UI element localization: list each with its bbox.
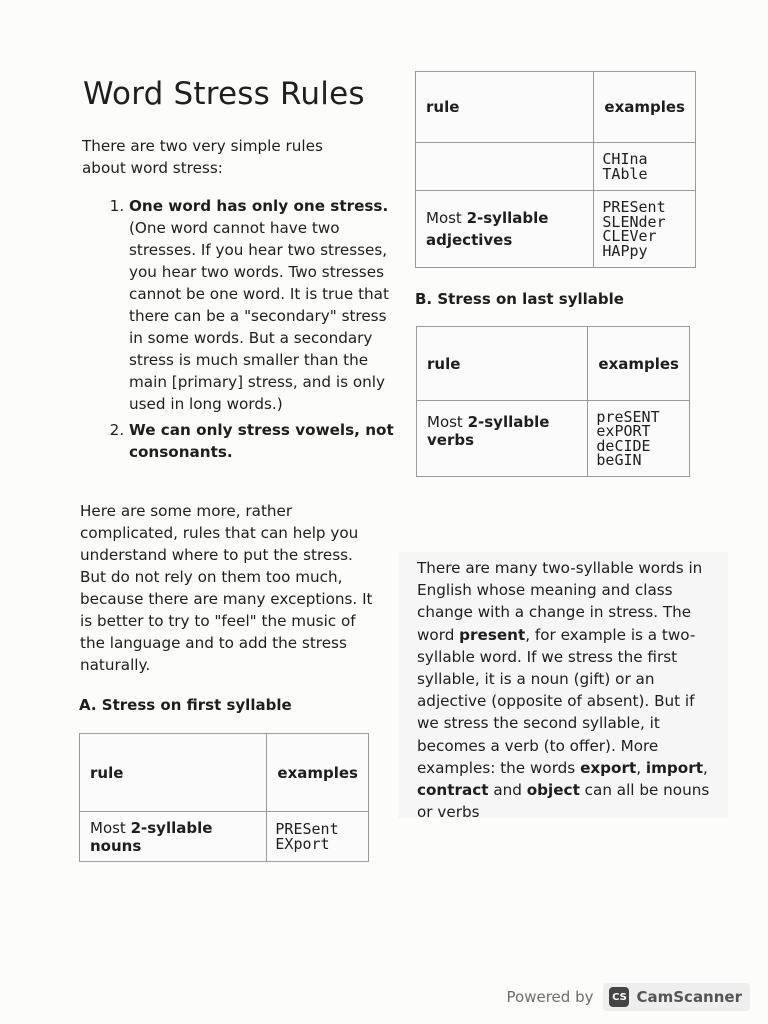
- note-text-part: ,: [636, 758, 646, 777]
- examples-cell: [594, 143, 696, 191]
- rule-item-2: [129, 419, 399, 463]
- rule-1-bold: One word has only one stress.: [129, 197, 389, 215]
- rule-cell: [80, 812, 267, 862]
- examples-cell: [267, 812, 369, 862]
- rule-cell: [416, 191, 594, 268]
- note-text-part: can all be nouns or verbs: [417, 781, 710, 822]
- note-text-part: ,: [702, 758, 708, 777]
- col-rule-header: rule: [417, 327, 588, 401]
- table-header-row: [80, 734, 369, 812]
- examples-cell: [588, 401, 690, 477]
- table-row: [416, 143, 696, 191]
- examples-cell: [594, 191, 696, 268]
- basic-rules-list: [99, 195, 399, 467]
- example-word: EXport: [275, 834, 330, 853]
- table-row: [417, 401, 690, 477]
- camscanner-watermark: [507, 981, 750, 1013]
- rule-cell: [416, 143, 594, 191]
- example-word: exPORT: [596, 422, 651, 440]
- example-word: preSENT: [596, 407, 660, 426]
- camscanner-brand: CamScanner: [636, 988, 742, 1006]
- rule-item-1: [129, 195, 399, 415]
- note-bold-word: object: [526, 781, 580, 800]
- rule-bold: 2-syllable adjectives: [426, 209, 549, 249]
- camscanner-logo-icon: CS: [609, 987, 629, 1007]
- note-box: [398, 552, 728, 822]
- example-word: deCIDE: [596, 436, 651, 455]
- rule-2-bold: We can only stress vowels, not consonants.: [129, 421, 394, 461]
- example-word: beGIN: [596, 451, 642, 469]
- example-word: TAble: [602, 164, 648, 183]
- note-text-part: , for example is a two-syllable word. If we stress the first syllable, it is a noun (gift) or an adjective (opposite of absent). But if we stress the second syllable, it becomes a verb (to offer). More examples: the words: [417, 625, 696, 777]
- example-word: CLEVer: [602, 227, 657, 245]
- note-bold-word: present: [459, 625, 526, 644]
- rule-bold: 2-syllable nouns: [90, 818, 213, 855]
- table-row: [80, 812, 369, 862]
- note-text: [398, 552, 728, 823]
- col-examples-header: examples: [588, 327, 690, 401]
- note-bold-word: contract: [417, 781, 489, 800]
- powered-by-text: Powered by: [506, 988, 594, 1006]
- table-header-row: [416, 72, 696, 143]
- example-word: PRESent: [275, 820, 339, 838]
- table-section-a: [79, 733, 369, 862]
- rule-prefix: Most: [90, 818, 131, 837]
- note-bold-word: import: [645, 758, 703, 777]
- table-section-a-continued: [415, 71, 696, 268]
- page-title: Word Stress Rules: [83, 76, 365, 112]
- table-header-row: [417, 327, 690, 401]
- note-text-part: and: [488, 781, 527, 800]
- rule-prefix: Most: [426, 209, 467, 227]
- rule-cell: [417, 401, 588, 477]
- example-word: SLENder: [602, 212, 666, 231]
- col-examples-header: examples: [594, 72, 696, 143]
- more-rules-paragraph: Here are some more, rather complicated, rules that can help you understand where to put the stress. But do not rely on them too much, because there are many exceptions. It is better to try to "feel" the music of the language and to add the stress naturally.: [80, 502, 373, 674]
- rule-1-text: (One word cannot have two stresses. If you hear two stresses, you hear two words. Two stresses cannot be one word. It is true that there can be a "secondary" stress in some words. But a secondary stress is much smaller than the main [primary] stress, and is only used in long words.): [129, 219, 389, 413]
- rule-bold: 2-syllable verbs: [427, 413, 550, 449]
- example-word: HAPpy: [602, 241, 648, 260]
- note-bold-word: export: [580, 758, 637, 777]
- col-examples-header: examples: [267, 734, 369, 812]
- camscanner-badge: [603, 983, 750, 1011]
- table-row: [416, 191, 696, 268]
- section-b-heading: B. Stress on last syllable: [415, 290, 624, 308]
- note-text-part: There are many two-syllable words in English whose meaning and class change with a change in stress. The word: [417, 559, 703, 644]
- section-a-heading: A. Stress on first syllable: [79, 696, 292, 714]
- intro-text: There are two very simple rules about word stress:: [82, 137, 323, 177]
- example-word: CHIna: [602, 150, 648, 168]
- rule-prefix: Most: [427, 413, 468, 431]
- col-rule-header: rule: [416, 72, 594, 143]
- table-section-b: [416, 326, 690, 477]
- col-rule-header: rule: [80, 734, 267, 812]
- example-word: PRESent: [602, 198, 666, 216]
